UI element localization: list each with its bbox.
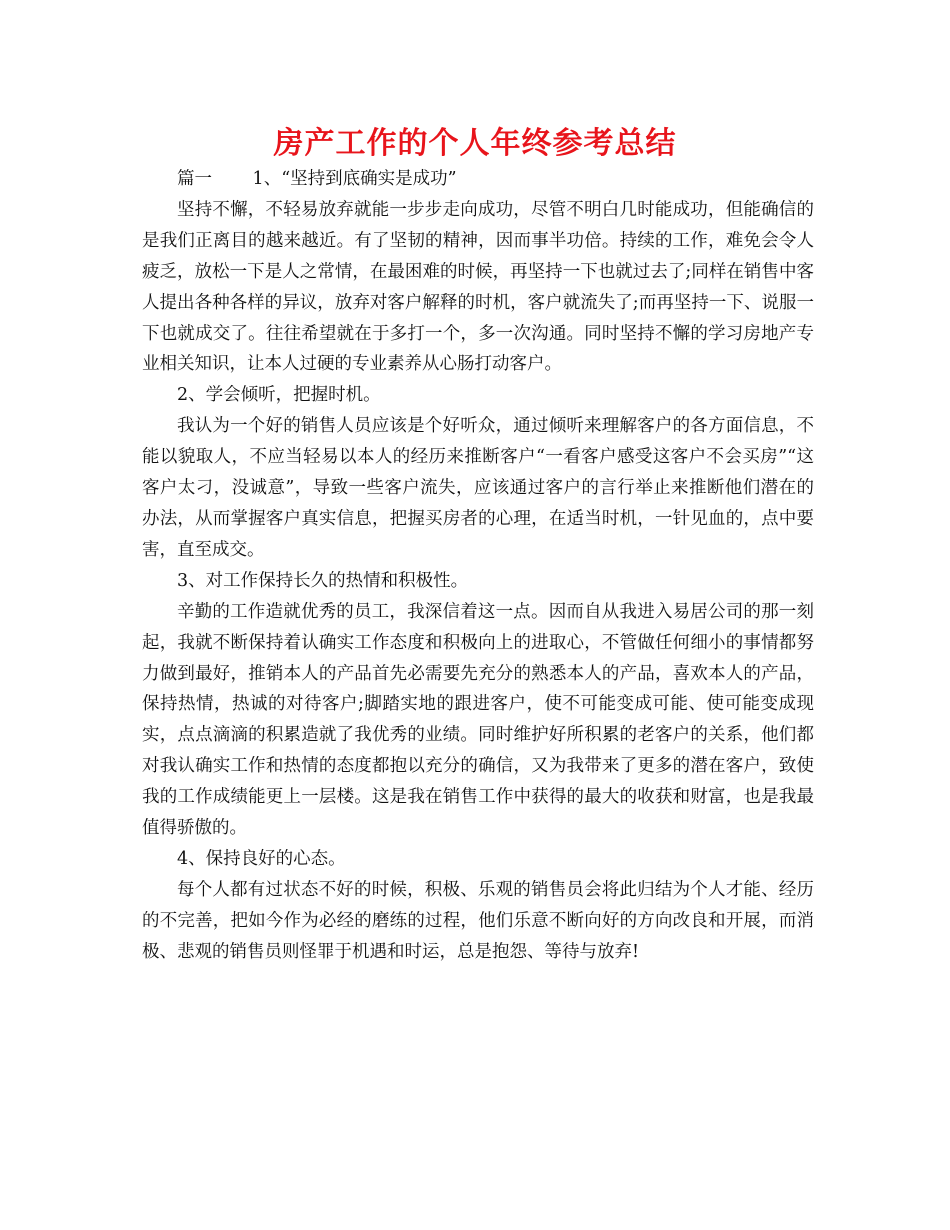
paragraph-mindset: 每个人都有过状态不好的时候，积极、乐观的销售员会将此归结为个人才能、经历的不完善，把如今作为必经的磨练的过程，他们乐意不断向好的方向改良和开展，而消极、悲观的销售员则怪罪于机遇和时运，总是抱怨、等待与放弃! <box>142 879 814 962</box>
paragraph-persistence: 坚持不懈，不轻易放弃就能一步步走向成功，尽管不明白几时能成功，但能确信的是我们正离目的越来越近。有了坚韧的精神，因而事半功倍。持续的工作，难免会令人疲乏，放松一下是人之常情，在最困难的时候，再坚持一下也就过去了;同样在销售中客人提出各种各样的异议，放弃对客户解释的时机，客户就流失了;而再坚持一下、说服一下也就成交了。往往希望就在于多打一个，多一次沟通。同时坚持不懈的学习房地产专业相关知识，让本人过硬的专业素养从心肠打动客户。 <box>142 199 814 375</box>
document-title: 房产工作的个人年终参考总结 <box>273 126 677 161</box>
section-heading-mindset: 4、保持良好的心态。 <box>177 848 346 869</box>
section-heading-first: 篇一 1、“坚持到底确实是成功” <box>177 169 457 189</box>
paragraph-enthusiasm: 辛勤的工作造就优秀的员工，我深信着这一点。因而自从我进入易居公司的那一刻起，我就不断保持着认确实工作态度和积极向上的进取心，不管做任何细小的事情都努力做到最好，推销本人的产品首先必需要先充分的熟悉本人的产品，喜欢本人的产品，保持热情，热诚的对待客户;脚踏实地的跟进客户，使不可能变成可能、使可能变成现实，点点滴滴的积累造就了我优秀的业绩。同时维护好所积累的老客户的关系，他们都对我认确实工作和热情的态度都抱以充分的确信，又为我带来了更多的潜在客户，致使我的工作成绩能更上一层楼。这是我在销售工作中获得的最大的收获和财富，也是我最值得骄傲的。 <box>142 601 814 839</box>
section-heading-enthusiasm: 3、对工作保持长久的热情和积极性。 <box>177 570 469 591</box>
paragraph-listening: 我认为一个好的销售人员应该是个好听众，通过倾听来理解客户的各方面信息，不能以貌取人，不应当轻易以本人的经历来推断客户“一看客户感受这客户不会买房”“这客户太刁，没诚意”，导致一些客户流失，应该通过客户的言行举止来推断他们潜在的办法，从而掌握客户真实信息，把握买房者的心理，在适当时机，一针见血的，点中要害，直至成交。 <box>142 416 814 560</box>
section-heading-listening: 2、学会倾听，把握时机。 <box>177 385 381 406</box>
document-body <box>142 164 814 968</box>
